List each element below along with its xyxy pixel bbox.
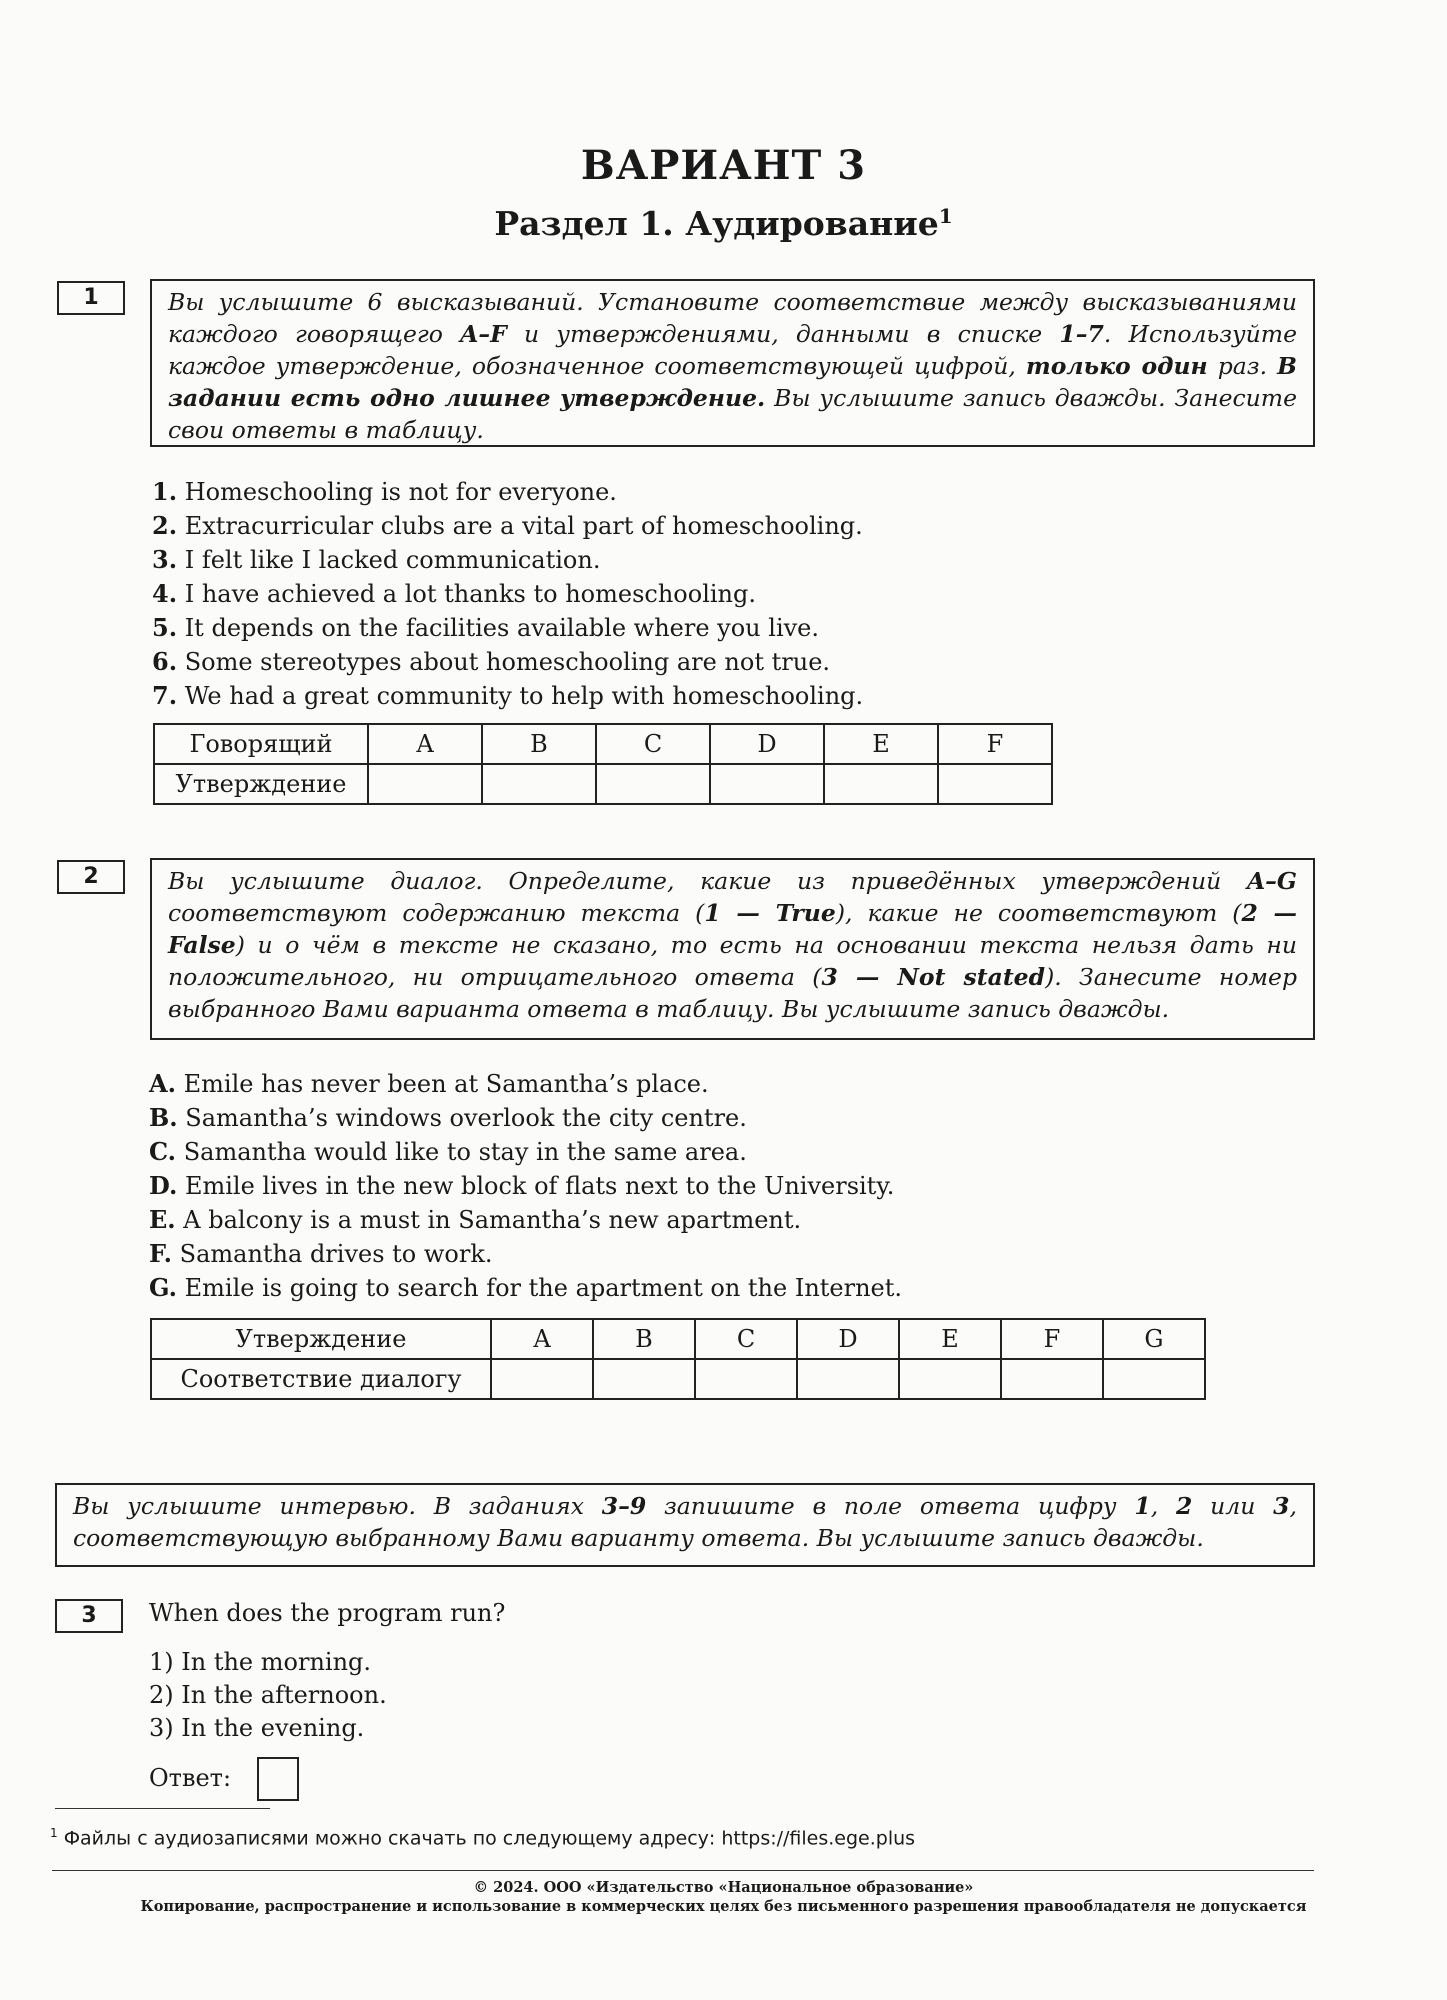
column-header: E [899, 1319, 1001, 1359]
task-3-number: 3 [55, 1599, 123, 1633]
footnote-mark: 1 [50, 1826, 58, 1840]
answer-cell[interactable] [596, 764, 710, 804]
column-header: F [1001, 1319, 1103, 1359]
instr-text: , соответствующую выбранному Вами варианту ответа. Вы услышите запись дважды. [73, 1492, 1297, 1552]
task-2-answer-table [150, 1318, 1206, 1400]
instr-bold: только один [1025, 352, 1208, 380]
instr-bold: 2 [1175, 1492, 1193, 1520]
row-label: Утверждение [151, 1319, 491, 1359]
column-header: G [1103, 1319, 1205, 1359]
statement-text: Extracurricular clubs are a vital part of homeschooling. [184, 512, 863, 540]
statement-text: I felt like I lacked communication. [184, 546, 601, 574]
column-header: B [482, 724, 596, 764]
statement-item [152, 577, 863, 611]
answer-cell[interactable] [593, 1359, 695, 1399]
task-2-number: 2 [57, 860, 125, 894]
statement-item [152, 543, 863, 577]
statement-text: I have achieved a lot thanks to homeschooling. [184, 580, 757, 608]
task-1-answer-table [153, 723, 1053, 805]
answer-cell[interactable] [368, 764, 482, 804]
statement-number: 4. [152, 579, 178, 608]
instr-text: Вы услышите 6 высказываний. Установите соответствие между высказываниями каждого говорящего [168, 288, 1297, 348]
answer-cell[interactable] [1103, 1359, 1205, 1399]
section-footnote-mark: 1 [938, 204, 953, 228]
section-title-text: Раздел 1. Аудирование [494, 204, 939, 243]
statement-item [149, 1203, 902, 1237]
task-3-option-3: 3) In the evening. [149, 1714, 365, 1742]
statement-item [149, 1101, 902, 1135]
statement-number: 5. [152, 613, 178, 642]
task-1-instruction [150, 279, 1315, 447]
statement-text: A balcony is a must in Samantha’s new apartment. [183, 1206, 802, 1234]
statement-number: 3. [152, 545, 178, 574]
statement-item [152, 475, 863, 509]
statement-text: It depends on the facilities available where you live. [184, 614, 820, 642]
task-1-number: 1 [57, 281, 125, 315]
answer-cell[interactable] [1001, 1359, 1103, 1399]
statement-item [149, 1271, 902, 1305]
statement-letter: G. [149, 1273, 177, 1302]
copyright-line-2: Копирование, распространение и использование в коммерческих целях без письменного разрешения правообладателя не допускается [140, 1898, 1307, 1915]
statement-letter: C. [149, 1137, 177, 1166]
statement-item [152, 509, 863, 543]
column-header: A [491, 1319, 593, 1359]
instr-bold: A–G [1246, 867, 1297, 895]
row-label: Соответствие диалогу [151, 1359, 491, 1399]
answer-cell[interactable] [695, 1359, 797, 1399]
statement-text: Some stereotypes about homeschooling are not true. [184, 648, 831, 676]
statement-item [149, 1169, 902, 1203]
row-label: Утверждение [154, 764, 368, 804]
instr-bold: 1 [1134, 1492, 1151, 1520]
instr-text: Вы услышите диалог. Определите, какие из приведённых утверждений [168, 867, 1247, 895]
statement-text: Emile is going to search for the apartment on the Internet. [184, 1274, 903, 1302]
task-2-statements [149, 1067, 902, 1305]
statement-text: Samantha drives to work. [179, 1240, 493, 1268]
statement-text: Samantha’s windows overlook the city centre. [185, 1104, 747, 1132]
instr-bold: 3–9 [601, 1492, 647, 1520]
instr-bold: A–F [460, 320, 507, 348]
statement-item [152, 645, 863, 679]
instr-text: . Используйте каждое утверждение, обозначенное соответствующей цифрой, [168, 320, 1297, 380]
answer-cell[interactable] [710, 764, 824, 804]
table-row [151, 1319, 1205, 1359]
instr-text: ). Занесите номер выбранного Вами варианта ответа в таблицу. Вы услышите запись дважды. [168, 963, 1297, 1023]
task-2-instruction [150, 858, 1315, 1040]
instr-text: и утверждениями, данными в списке [506, 320, 1060, 348]
answer-cell[interactable] [899, 1359, 1001, 1399]
footnote-divider [55, 1808, 270, 1809]
instr-bold: 2 — False [168, 899, 1297, 959]
instr-text: , [1150, 1492, 1176, 1520]
column-header: D [710, 724, 824, 764]
statement-letter: F. [149, 1239, 172, 1268]
statement-number: 7. [152, 681, 178, 710]
answer-cell[interactable] [824, 764, 938, 804]
statement-item [149, 1237, 902, 1271]
footnote-text: Файлы с аудиозаписями можно скачать по следующему адресу: https://files.ege.plus [63, 1827, 916, 1850]
instr-bold: 1 — True [704, 899, 836, 927]
statement-text: Emile lives in the new block of flats next to the University. [184, 1172, 895, 1200]
task-3-option-1: 1) In the morning. [149, 1648, 372, 1676]
statement-item [152, 679, 863, 713]
statement-item [149, 1135, 902, 1169]
variant-title: ВАРИАНТ 3 [580, 142, 867, 189]
statement-text: Homeschooling is not for everyone. [184, 478, 617, 506]
table-row [154, 764, 1052, 804]
statement-item [152, 611, 863, 645]
statement-letter: E. [149, 1205, 176, 1234]
task-3-question: When does the program run? [149, 1599, 506, 1627]
answer-cell[interactable] [938, 764, 1052, 804]
statement-letter: A. [149, 1069, 176, 1098]
row-label: Говорящий [154, 724, 368, 764]
instr-bold: 3 [1273, 1492, 1290, 1520]
column-header: E [824, 724, 938, 764]
column-header: C [695, 1319, 797, 1359]
instr-bold: 1–7 [1059, 320, 1104, 348]
statement-text: We had a great community to help with homeschooling. [184, 682, 864, 710]
instr-text: ) и о чём в тексте не сказано, то есть на основании текста нельзя дать ни положительного, ни отрицательного ответа ( [168, 931, 1297, 991]
table-row [154, 724, 1052, 764]
statement-number: 6. [152, 647, 178, 676]
statement-letter: D. [149, 1171, 178, 1200]
interview-instruction [55, 1483, 1315, 1567]
task-3-answer-box[interactable] [257, 1757, 299, 1801]
column-header: D [797, 1319, 899, 1359]
column-header: F [938, 724, 1052, 764]
footnote [50, 1826, 915, 1849]
answer-cell[interactable] [797, 1359, 899, 1399]
statement-text: Samantha would like to stay in the same area. [183, 1138, 747, 1166]
instr-text: или [1192, 1492, 1274, 1520]
instr-bold: В задании есть одно лишнее утверждение. [168, 352, 1298, 412]
column-header: A [368, 724, 482, 764]
statement-number: 1. [152, 477, 178, 506]
statement-letter: B. [149, 1103, 178, 1132]
answer-cell[interactable] [482, 764, 596, 804]
task-3-option-2: 2) In the afternoon. [149, 1681, 387, 1709]
statement-text: Emile has never been at Samantha’s place. [183, 1070, 709, 1098]
instr-text: ), какие не соответствуют ( [835, 899, 1242, 927]
instr-text: запишите в поле ответа цифру [646, 1492, 1135, 1520]
statement-item [149, 1067, 902, 1101]
answer-cell[interactable] [491, 1359, 593, 1399]
column-header: B [593, 1319, 695, 1359]
copyright-line-1: © 2024. ООО «Издательство «Национальное образование» [473, 1879, 974, 1896]
statement-number: 2. [152, 511, 178, 540]
answer-label: Ответ: [149, 1764, 232, 1792]
instr-text: соответствуют содержанию текста ( [168, 899, 705, 927]
page-bottom-divider [52, 1870, 1314, 1871]
column-header: C [596, 724, 710, 764]
section-title [0, 204, 1447, 243]
instr-text: раз. [1207, 352, 1278, 380]
instr-text: Вы услышите запись дважды. Занесите свои ответы в таблицу. [168, 384, 1297, 444]
instr-text: Вы услышите интервью. В заданиях [73, 1492, 602, 1520]
task-1-statements [152, 475, 863, 713]
instr-bold: 3 — Not stated [821, 963, 1046, 991]
table-row [151, 1359, 1205, 1399]
